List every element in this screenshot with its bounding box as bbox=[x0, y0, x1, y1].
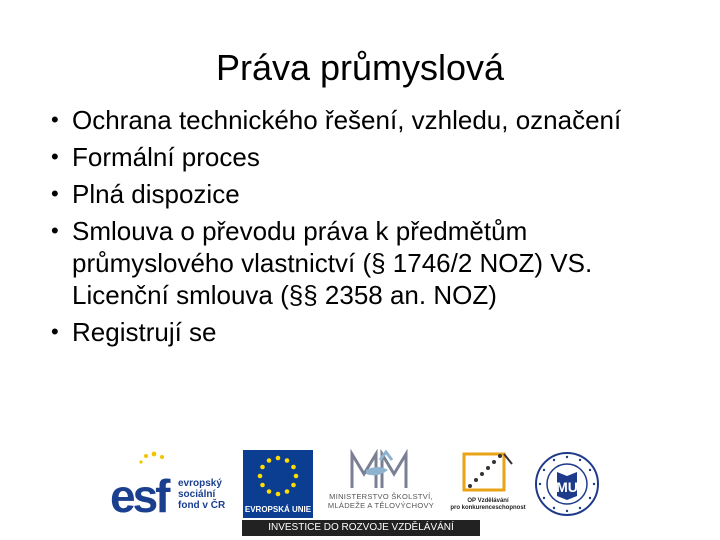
bullet-dot-icon: • bbox=[51, 319, 59, 344]
eu-logo bbox=[243, 450, 313, 522]
bullet-item bbox=[52, 215, 692, 311]
slide-title: Práva průmyslová bbox=[215, 47, 505, 88]
op-line: OP Vzdělávání bbox=[467, 498, 509, 504]
logo-strip bbox=[110, 448, 600, 538]
esf-logo bbox=[110, 450, 235, 522]
msmt-line: MINISTERSTVO ŠKOLSTVÍ, bbox=[329, 492, 433, 501]
eu-flag-icon bbox=[243, 450, 313, 502]
bullet-dot-icon: • bbox=[51, 181, 59, 206]
bullet-text: Registrují se bbox=[72, 317, 217, 347]
bullet-dot-icon: • bbox=[51, 218, 59, 243]
esf-line: sociální bbox=[178, 489, 216, 500]
esf-text bbox=[178, 478, 225, 511]
msmt-text bbox=[318, 492, 444, 510]
bullet-text: Smlouva o převodu práva k předmětům průmyslového vlastnictví (§ 1746/2 NOZ) VS. Licenční smlouva (§§ 2358 an. NOZ) bbox=[72, 216, 593, 310]
eu-caption: EVROPSKÁ UNIE bbox=[243, 502, 313, 518]
bullet-text: Ochrana technického řešení, vzhledu, označení bbox=[72, 105, 622, 135]
bullet-item bbox=[52, 178, 692, 210]
muni-seal-icon bbox=[534, 448, 600, 520]
msmt-mark-icon bbox=[318, 448, 444, 492]
msmt-logo bbox=[318, 448, 444, 520]
bullet-item bbox=[52, 104, 692, 136]
msmt-line: MLÁDEŽE A TĚLOVÝCHOVY bbox=[327, 501, 435, 510]
bullet-list bbox=[52, 104, 692, 353]
bullet-dot-icon: • bbox=[51, 144, 59, 169]
muni-seal-logo bbox=[534, 448, 600, 520]
svg-text:esf: esf bbox=[110, 470, 168, 522]
investice-banner: INVESTICE DO ROZVOJE VZDĚLÁVÁNÍ bbox=[242, 520, 480, 536]
svg-text:MU: MU bbox=[556, 479, 578, 495]
op-text bbox=[450, 498, 526, 512]
esf-line: fond v ČR bbox=[178, 500, 226, 511]
esf-line: evropský bbox=[178, 478, 222, 489]
bullet-item bbox=[52, 141, 692, 173]
bullet-text: Plná dispozice bbox=[72, 179, 240, 209]
bullet-item bbox=[52, 316, 692, 348]
bullet-text: Formální proces bbox=[72, 142, 260, 172]
op-line: pro konkurenceschopnost bbox=[450, 505, 526, 511]
esf-mark-icon bbox=[110, 450, 180, 522]
op-logo bbox=[450, 450, 526, 520]
bullet-dot-icon: • bbox=[51, 107, 59, 132]
op-mark-icon bbox=[450, 450, 526, 498]
